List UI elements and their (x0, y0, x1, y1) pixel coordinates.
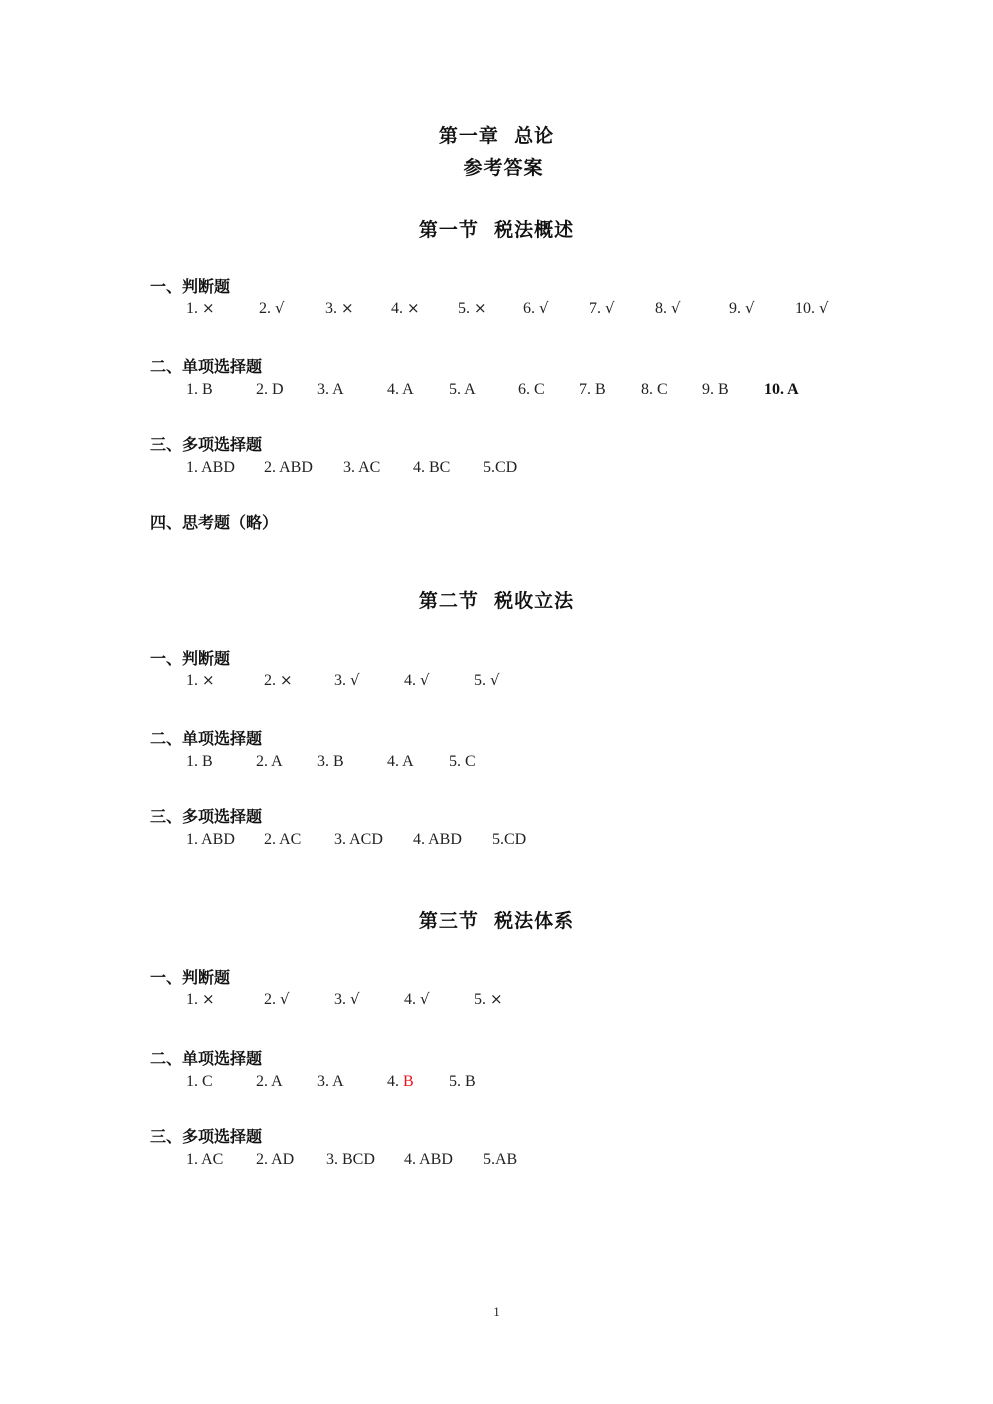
answer-item: 5. √ (474, 671, 500, 689)
answer-item-highlighted: 4. B (387, 1073, 414, 1090)
answer-item: 1. AC (186, 1151, 224, 1168)
answer-item: 3. BCD (326, 1151, 375, 1168)
answer-item: 2. A (256, 753, 283, 770)
answer-item: 8. √ (655, 299, 681, 317)
s3-multiple-choice-heading: 三、多项选择题 (150, 1127, 263, 1146)
answer-item: 2. A (256, 1073, 283, 1090)
answer-item: 7. B (579, 381, 606, 398)
answer-item: 5.CD (483, 459, 518, 476)
answer-key-subtitle: 参考答案 (463, 157, 544, 179)
answer-item: 2. × (264, 671, 293, 689)
section-3-title: 第三节 税法体系 (418, 910, 575, 932)
section-2-title: 第二节 税收立法 (418, 590, 575, 612)
answer-item: 2. √ (264, 990, 290, 1008)
answer-item: 5.CD (492, 831, 527, 848)
answer-item: 4. ABD (413, 831, 462, 848)
answer-item: 2. ABD (264, 459, 313, 476)
answer-item: 5.AB (483, 1151, 518, 1168)
answer-item: 4. A (387, 753, 414, 770)
s1-true-false-heading: 一、判断题 (150, 277, 231, 296)
answer-item: 1. × (186, 990, 215, 1008)
answer-item: 2. AD (256, 1151, 295, 1168)
answer-item: 3. ACD (334, 831, 383, 848)
answer-item: 2. D (256, 381, 284, 398)
answer-item: 5. B (449, 1073, 476, 1090)
s2-single-choice-heading: 二、单项选择题 (150, 729, 263, 748)
answer-item: 5. × (458, 299, 487, 317)
answer-item: 6. C (518, 381, 545, 398)
answer-item: 5. C (449, 753, 476, 770)
answer-item: 3. A (317, 381, 344, 398)
answer-item: 4. × (391, 299, 420, 317)
answer-item: 7. √ (589, 299, 615, 317)
answer-item: 1. × (186, 299, 215, 317)
answer-item: 9. √ (729, 299, 755, 317)
answer-item: 3. × (325, 299, 354, 317)
highlighted-answer: B (403, 1073, 414, 1090)
answer-item: 9. B (702, 381, 729, 398)
answer-item: 8. C (641, 381, 668, 398)
answer-item: 10. √ (795, 299, 829, 317)
answer-item: 2. √ (259, 299, 285, 317)
answer-item: 3. A (317, 1073, 344, 1090)
s2-true-false-heading: 一、判断题 (150, 649, 231, 668)
answer-item: 1. C (186, 1073, 213, 1090)
s2-multiple-choice-heading: 三、多项选择题 (150, 807, 263, 826)
answer-item: 4. √ (404, 671, 430, 689)
s1-discussion-heading: 四、思考题（略） (150, 513, 279, 532)
answer-item: 3. √ (334, 990, 360, 1008)
answer-item: 4. √ (404, 990, 430, 1008)
answer-item: 4. A (387, 381, 414, 398)
answer-item: 4. ABD (404, 1151, 453, 1168)
answer-item: 3. √ (334, 671, 360, 689)
section-1-title: 第一节 税法概述 (418, 219, 575, 241)
answer-item: 6. √ (523, 299, 549, 317)
answer-item: 1. B (186, 381, 213, 398)
answer-item: 1. B (186, 753, 213, 770)
answer-item: 5. × (474, 990, 503, 1008)
answer-item: 3. B (317, 753, 344, 770)
s1-single-choice-heading: 二、单项选择题 (150, 357, 263, 376)
answer-item: 1. ABD (186, 831, 235, 848)
page-number: 1 (493, 1304, 500, 1319)
answer-item: 4. BC (413, 459, 451, 476)
chapter-title: 第一章 总论 (438, 125, 555, 147)
answer-item: 2. AC (264, 831, 302, 848)
answer-item: 10. A (764, 381, 799, 398)
answer-item: 1. × (186, 671, 215, 689)
s3-single-choice-heading: 二、单项选择题 (150, 1049, 263, 1068)
s3-true-false-heading: 一、判断题 (150, 968, 231, 987)
s1-multiple-choice-heading: 三、多项选择题 (150, 435, 263, 454)
answer-item: 1. ABD (186, 459, 235, 476)
answer-item: 5. A (449, 381, 476, 398)
answer-item: 3. AC (343, 459, 381, 476)
